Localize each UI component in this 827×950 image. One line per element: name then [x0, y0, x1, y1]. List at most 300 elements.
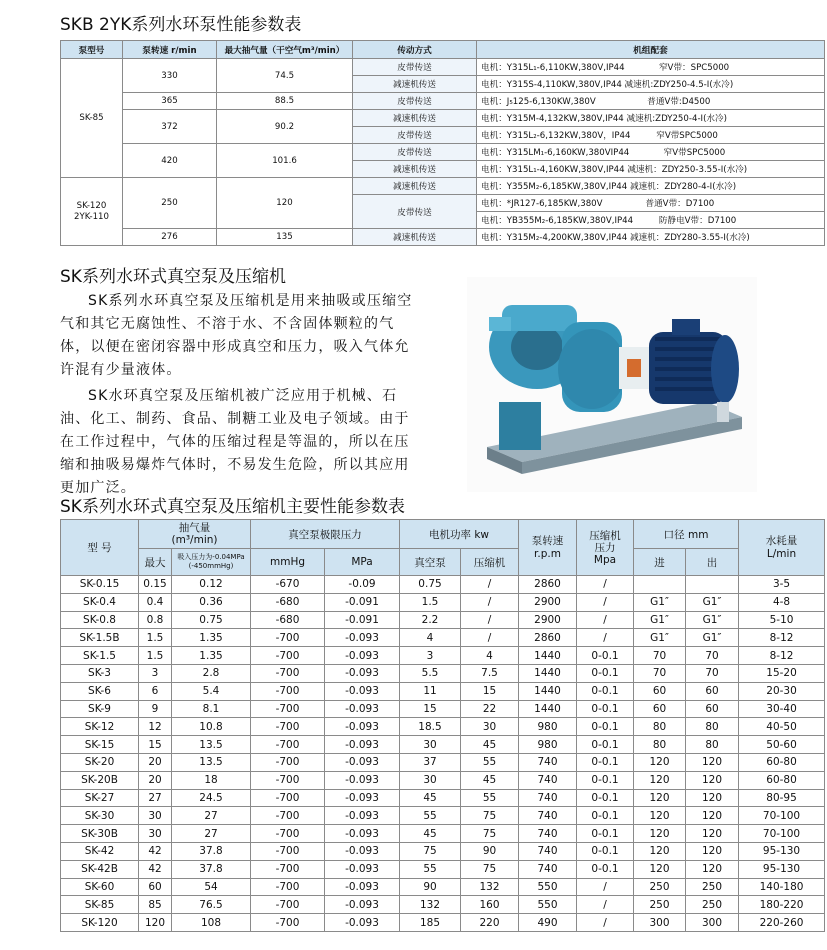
config-cell: 电机：*JR127-6,185KW,380V 普通V带：D7100	[477, 195, 825, 212]
model-cell: SK-20	[61, 753, 139, 771]
speed-cell: 1440	[519, 647, 577, 665]
flow-at-pressure-cell: 10.8	[172, 718, 251, 736]
power-vacuum-cell: 4	[400, 629, 461, 647]
compressor-pressure-cell: /	[577, 629, 634, 647]
limit-mmhg-cell: -670	[251, 576, 325, 594]
limit-mmhg-cell: -700	[251, 700, 325, 718]
drive-cell: 皮带传送	[353, 93, 477, 110]
table-row	[61, 896, 825, 914]
flow-at-pressure-cell: 1.35	[172, 629, 251, 647]
flow-max-cell: 42	[139, 842, 172, 860]
table-row	[61, 914, 825, 932]
port-out-cell: 120	[686, 753, 739, 771]
limit-mmhg-cell: -700	[251, 914, 325, 932]
config-cell: 电机：Y355M₂-6,185KW,380V,IP44 减速机：ZDY280-4-Ⅰ(水冷)	[477, 178, 825, 195]
power-compressor-cell: 22	[461, 700, 519, 718]
model-cell: SK-1.5B	[61, 629, 139, 647]
limit-mpa-cell: -0.093	[325, 682, 400, 700]
header-power-vacuum: 真空泵	[400, 549, 461, 576]
compressor-pressure-cell: /	[577, 593, 634, 611]
power-compressor-cell: 45	[461, 771, 519, 789]
limit-mmhg-cell: -700	[251, 825, 325, 843]
power-vacuum-cell: 45	[400, 825, 461, 843]
flow-max-cell: 30	[139, 807, 172, 825]
intro-text	[60, 290, 420, 500]
port-out-cell: 120	[686, 860, 739, 878]
header-model: 型 号	[61, 520, 139, 576]
limit-mmhg-cell: -700	[251, 860, 325, 878]
flow-max-cell: 0.4	[139, 593, 172, 611]
water-cell: 8-12	[739, 647, 825, 665]
flow-at-pressure-cell: 27	[172, 807, 251, 825]
port-out-cell: 120	[686, 825, 739, 843]
power-vacuum-cell: 30	[400, 771, 461, 789]
compressor-pressure-cell: /	[577, 896, 634, 914]
power-vacuum-cell: 90	[400, 878, 461, 896]
port-out-cell: 60	[686, 682, 739, 700]
compressor-pressure-cell: 0-0.1	[577, 860, 634, 878]
drive-cell: 减速机传送	[353, 110, 477, 127]
limit-mpa-cell: -0.093	[325, 878, 400, 896]
limit-mpa-cell: -0.093	[325, 647, 400, 665]
port-in-cell: 120	[634, 807, 686, 825]
port-out-cell: G1″	[686, 611, 739, 629]
port-in-cell: 250	[634, 896, 686, 914]
port-in-cell: 80	[634, 718, 686, 736]
port-in-cell: 120	[634, 825, 686, 843]
compressor-pressure-cell: 0-0.1	[577, 753, 634, 771]
table-row	[61, 807, 825, 825]
config-cell: 电机：Y315M₂-4,200KW,380V,IP44 减速机：ZDY280-3.55-Ⅰ(水冷)	[477, 229, 825, 246]
flow-at-pressure-cell: 0.36	[172, 593, 251, 611]
flow-cell: 90.2	[217, 110, 353, 144]
power-vacuum-cell: 15	[400, 700, 461, 718]
pump-config-table	[60, 40, 825, 246]
flow-max-cell: 27	[139, 789, 172, 807]
power-vacuum-cell: 45	[400, 789, 461, 807]
speed-cell: 1440	[519, 682, 577, 700]
table2-title: SK系列水环式真空泵及压缩机主要性能参数表	[60, 497, 405, 517]
flow-at-pressure-cell: 0.75	[172, 611, 251, 629]
drive-cell: 皮带传送	[353, 59, 477, 76]
limit-mpa-cell: -0.093	[325, 771, 400, 789]
flow-cell: 74.5	[217, 59, 353, 93]
flow-at-pressure-cell: 0.12	[172, 576, 251, 594]
table-row	[61, 825, 825, 843]
model-cell: SK-20B	[61, 771, 139, 789]
model-cell: SK-42B	[61, 860, 139, 878]
port-in-cell: 80	[634, 736, 686, 754]
limit-mpa-cell: -0.09	[325, 576, 400, 594]
compressor-pressure-cell: 0-0.1	[577, 771, 634, 789]
header-cell: 传动方式	[353, 41, 477, 59]
config-cell: 电机：Y315M-4,132KW,380V,IP44 减速机:ZDY250-4-Ⅰ(水冷)	[477, 110, 825, 127]
flow-at-pressure-cell: 5.4	[172, 682, 251, 700]
speed-cell: 365	[123, 93, 217, 110]
port-out-cell: 300	[686, 914, 739, 932]
header-power-compressor: 压缩机	[461, 549, 519, 576]
limit-mmhg-cell: -700	[251, 842, 325, 860]
header-port-out: 出	[686, 549, 739, 576]
header-mpa: MPa	[325, 549, 400, 576]
port-in-cell: 120	[634, 771, 686, 789]
power-vacuum-cell: 5.5	[400, 664, 461, 682]
config-cell: 电机：YB355M₂-6,185KW,380V,IP44 防静电V带：D7100	[477, 212, 825, 229]
header-cell: 泵转速 r/min	[123, 41, 217, 59]
speed-cell: 1440	[519, 700, 577, 718]
speed-cell: 740	[519, 789, 577, 807]
speed-cell: 2860	[519, 576, 577, 594]
limit-mpa-cell: -0.093	[325, 700, 400, 718]
limit-mpa-cell: -0.093	[325, 914, 400, 932]
model-cell: SK-0.8	[61, 611, 139, 629]
model-cell: SK-27	[61, 789, 139, 807]
model-cell: SK-60	[61, 878, 139, 896]
speed-cell: 276	[123, 229, 217, 246]
port-out-cell: 60	[686, 700, 739, 718]
table-row	[61, 753, 825, 771]
power-vacuum-cell: 18.5	[400, 718, 461, 736]
port-in-cell: 60	[634, 682, 686, 700]
flow-at-pressure-cell: 18	[172, 771, 251, 789]
compressor-pressure-cell: /	[577, 878, 634, 896]
power-compressor-cell: 90	[461, 842, 519, 860]
speed-cell: 372	[123, 110, 217, 144]
port-in-cell: G1″	[634, 593, 686, 611]
port-in-cell	[634, 576, 686, 594]
flow-at-pressure-cell: 108	[172, 914, 251, 932]
model-cell: SK-1.5	[61, 647, 139, 665]
flow-at-pressure-cell: 37.8	[172, 860, 251, 878]
header-cell: 机组配套	[477, 41, 825, 59]
speed-cell: 420	[123, 144, 217, 178]
compressor-pressure-cell: 0-0.1	[577, 825, 634, 843]
flow-cell: 135	[217, 229, 353, 246]
power-compressor-cell: 15	[461, 682, 519, 700]
compressor-pressure-cell: 0-0.1	[577, 789, 634, 807]
water-cell: 80-95	[739, 789, 825, 807]
model-cell: SK-42	[61, 842, 139, 860]
power-vacuum-cell: 132	[400, 896, 461, 914]
limit-mmhg-cell: -700	[251, 896, 325, 914]
table-row	[61, 860, 825, 878]
water-cell: 220-260	[739, 914, 825, 932]
compressor-pressure-cell: 0-0.1	[577, 807, 634, 825]
port-out-cell: 120	[686, 807, 739, 825]
flow-max-cell: 6	[139, 682, 172, 700]
water-cell: 60-80	[739, 771, 825, 789]
power-compressor-cell: 220	[461, 914, 519, 932]
water-cell: 95-130	[739, 860, 825, 878]
power-compressor-cell: /	[461, 576, 519, 594]
water-cell: 70-100	[739, 807, 825, 825]
flow-max-cell: 20	[139, 753, 172, 771]
performance-table-body	[61, 576, 825, 932]
power-compressor-cell: 75	[461, 807, 519, 825]
water-cell: 3-5	[739, 576, 825, 594]
model-cell: SK-15	[61, 736, 139, 754]
limit-mpa-cell: -0.093	[325, 753, 400, 771]
water-cell: 20-30	[739, 682, 825, 700]
compressor-pressure-cell: 0-0.1	[577, 682, 634, 700]
port-in-cell: G1″	[634, 611, 686, 629]
flow-at-pressure-cell: 8.1	[172, 700, 251, 718]
flow-cell: 101.6	[217, 144, 353, 178]
model-cell: SK-0.4	[61, 593, 139, 611]
table-row	[61, 789, 825, 807]
power-vacuum-cell: 0.75	[400, 576, 461, 594]
compressor-pressure-cell: /	[577, 914, 634, 932]
compressor-pressure-cell: 0-0.1	[577, 736, 634, 754]
header-port-diameter: 口径 mm	[634, 520, 739, 549]
limit-mpa-cell: -0.093	[325, 842, 400, 860]
model-cell: SK-30	[61, 807, 139, 825]
port-in-cell: 250	[634, 878, 686, 896]
header-flow-max: 最大	[139, 549, 172, 576]
water-cell: 4-8	[739, 593, 825, 611]
port-out-cell: 120	[686, 789, 739, 807]
power-compressor-cell: 55	[461, 789, 519, 807]
port-out-cell: 120	[686, 771, 739, 789]
compressor-pressure-cell: 0-0.1	[577, 700, 634, 718]
port-out-cell: 80	[686, 736, 739, 754]
table-row	[61, 878, 825, 896]
port-out-cell: 80	[686, 718, 739, 736]
config-cell: 电机：Y315L₁-4,160KW,380V,IP44 减速机：ZDY250-3.55-Ⅰ(水冷)	[477, 161, 825, 178]
port-out-cell: 250	[686, 896, 739, 914]
compressor-pressure-cell: 0-0.1	[577, 664, 634, 682]
table-row	[61, 611, 825, 629]
flow-at-pressure-cell: 76.5	[172, 896, 251, 914]
power-compressor-cell: /	[461, 593, 519, 611]
table-row	[61, 736, 825, 754]
drive-cell: 皮带传送	[353, 144, 477, 161]
pump-illustration	[467, 277, 757, 492]
speed-cell: 740	[519, 807, 577, 825]
flow-max-cell: 20	[139, 771, 172, 789]
compressor-pressure-cell: /	[577, 611, 634, 629]
compressor-pressure-cell: /	[577, 576, 634, 594]
drive-cell: 减速机传送	[353, 161, 477, 178]
speed-cell: 740	[519, 753, 577, 771]
limit-mmhg-cell: -700	[251, 682, 325, 700]
drive-cell: 皮带传送	[353, 195, 477, 229]
compressor-pressure-cell: 0-0.1	[577, 647, 634, 665]
limit-mpa-cell: -0.093	[325, 860, 400, 878]
limit-mpa-cell: -0.093	[325, 718, 400, 736]
header-mmhg: mmHg	[251, 549, 325, 576]
power-compressor-cell: 4	[461, 647, 519, 665]
power-compressor-cell: 75	[461, 825, 519, 843]
drive-cell: 皮带传送	[353, 127, 477, 144]
flow-at-pressure-cell: 13.5	[172, 736, 251, 754]
limit-mpa-cell: -0.091	[325, 593, 400, 611]
flow-max-cell: 0.15	[139, 576, 172, 594]
model-cell: SK-9	[61, 700, 139, 718]
water-cell: 95-130	[739, 842, 825, 860]
limit-mmhg-cell: -700	[251, 736, 325, 754]
power-vacuum-cell: 2.2	[400, 611, 461, 629]
speed-cell: 2860	[519, 629, 577, 647]
config-cell: 电机：Y315S-4,110KW,380V,IP44 减速机:ZDY250-4.5-Ⅰ(水冷)	[477, 76, 825, 93]
power-vacuum-cell: 185	[400, 914, 461, 932]
header-motor-power: 电机功率 kw	[400, 520, 519, 549]
limit-mpa-cell: -0.093	[325, 896, 400, 914]
port-in-cell: 120	[634, 860, 686, 878]
power-compressor-cell: 30	[461, 718, 519, 736]
table-row	[61, 593, 825, 611]
model-cell: SK-120	[61, 914, 139, 932]
limit-mpa-cell: -0.091	[325, 611, 400, 629]
limit-mmhg-cell: -680	[251, 593, 325, 611]
power-compressor-cell: 55	[461, 753, 519, 771]
flow-at-pressure-cell: 54	[172, 878, 251, 896]
header-vacuum-limit: 真空泵极限压力	[251, 520, 400, 549]
speed-cell: 740	[519, 842, 577, 860]
table-row	[61, 664, 825, 682]
flow-at-pressure-cell: 13.5	[172, 753, 251, 771]
speed-cell: 1440	[519, 664, 577, 682]
table-row	[61, 576, 825, 594]
drive-cell: 减速机传送	[353, 178, 477, 195]
compressor-pressure-cell: 0-0.1	[577, 842, 634, 860]
limit-mmhg-cell: -700	[251, 878, 325, 896]
port-out-cell: G1″	[686, 593, 739, 611]
limit-mmhg-cell: -700	[251, 807, 325, 825]
model-cell: SK-0.15	[61, 576, 139, 594]
water-cell: 30-40	[739, 700, 825, 718]
model-cell: SK-12	[61, 718, 139, 736]
limit-mmhg-cell: -700	[251, 789, 325, 807]
port-in-cell: 70	[634, 647, 686, 665]
port-in-cell: 300	[634, 914, 686, 932]
power-compressor-cell: 160	[461, 896, 519, 914]
water-cell: 15-20	[739, 664, 825, 682]
header-flow-note: 吸入压力为-0.04MPa (-450mmHg)	[172, 549, 251, 576]
flow-max-cell: 3	[139, 664, 172, 682]
drive-cell: 减速机传送	[353, 76, 477, 93]
flow-max-cell: 0.8	[139, 611, 172, 629]
flow-max-cell: 85	[139, 896, 172, 914]
power-compressor-cell: 7.5	[461, 664, 519, 682]
speed-cell: 740	[519, 860, 577, 878]
power-vacuum-cell: 75	[400, 842, 461, 860]
water-cell: 140-180	[739, 878, 825, 896]
config-cell: 电机：J₅125-6,130KW,380V 普通V带:D4500	[477, 93, 825, 110]
port-in-cell: 70	[634, 664, 686, 682]
water-cell: 70-100	[739, 825, 825, 843]
table-row	[61, 700, 825, 718]
compressor-pressure-cell: 0-0.1	[577, 718, 634, 736]
power-vacuum-cell: 30	[400, 736, 461, 754]
intro-paragraph-1: SK系列水环真空泵及压缩机是用来抽吸或压缩空气和其它无腐蚀性、不溶于水、不含固体颗粒的气体，以便在密闭容器中形成真空和压力，吸入气体允许混有少量液体。	[60, 293, 413, 378]
limit-mmhg-cell: -700	[251, 664, 325, 682]
port-out-cell	[686, 576, 739, 594]
limit-mpa-cell: -0.093	[325, 736, 400, 754]
power-compressor-cell: 75	[461, 860, 519, 878]
power-compressor-cell: 132	[461, 878, 519, 896]
limit-mmhg-cell: -680	[251, 611, 325, 629]
flow-max-cell: 60	[139, 878, 172, 896]
power-vacuum-cell: 37	[400, 753, 461, 771]
limit-mpa-cell: -0.093	[325, 825, 400, 843]
power-compressor-cell: /	[461, 629, 519, 647]
header-compressor-pressure: 压缩机 压力 Mpa	[577, 520, 634, 576]
header-flow: 抽气量 (m³/min)	[139, 520, 251, 549]
flow-max-cell: 30	[139, 825, 172, 843]
port-out-cell: G1″	[686, 629, 739, 647]
limit-mmhg-cell: -700	[251, 771, 325, 789]
limit-mmhg-cell: -700	[251, 718, 325, 736]
table-row	[61, 842, 825, 860]
speed-cell: 550	[519, 896, 577, 914]
flow-max-cell: 120	[139, 914, 172, 932]
limit-mmhg-cell: -700	[251, 629, 325, 647]
speed-cell: 740	[519, 771, 577, 789]
limit-mpa-cell: -0.093	[325, 789, 400, 807]
table-row	[61, 682, 825, 700]
power-vacuum-cell: 3	[400, 647, 461, 665]
speed-cell: 980	[519, 736, 577, 754]
port-out-cell: 120	[686, 842, 739, 860]
water-cell: 50-60	[739, 736, 825, 754]
flow-at-pressure-cell: 37.8	[172, 842, 251, 860]
config-cell: 电机：Y315L₂-6,132KW,380V，IP44 窄V带SPC5000	[477, 127, 825, 144]
speed-cell: 550	[519, 878, 577, 896]
flow-at-pressure-cell: 24.5	[172, 789, 251, 807]
speed-cell: 980	[519, 718, 577, 736]
model-cell: SK-6	[61, 682, 139, 700]
limit-mmhg-cell: -700	[251, 753, 325, 771]
port-out-cell: 250	[686, 878, 739, 896]
port-in-cell: 120	[634, 753, 686, 771]
table1-title: SKB 2YK系列水环泵性能参数表	[60, 15, 302, 35]
limit-mpa-cell: -0.093	[325, 629, 400, 647]
water-cell: 8-12	[739, 629, 825, 647]
power-vacuum-cell: 11	[400, 682, 461, 700]
section-title: SK系列水环式真空泵及压缩机	[60, 267, 286, 287]
model-cell: SK-85	[61, 59, 123, 178]
speed-cell: 330	[123, 59, 217, 93]
pump-photo	[467, 277, 757, 492]
speed-cell: 250	[123, 178, 217, 229]
limit-mpa-cell: -0.093	[325, 807, 400, 825]
flow-cell: 120	[217, 178, 353, 229]
port-in-cell: 60	[634, 700, 686, 718]
flow-max-cell: 9	[139, 700, 172, 718]
speed-cell: 2900	[519, 611, 577, 629]
power-vacuum-cell: 55	[400, 807, 461, 825]
flow-max-cell: 42	[139, 860, 172, 878]
power-compressor-cell: 45	[461, 736, 519, 754]
performance-table	[60, 519, 825, 932]
table-row	[61, 771, 825, 789]
speed-cell: 490	[519, 914, 577, 932]
table-row	[61, 718, 825, 736]
speed-cell: 740	[519, 825, 577, 843]
model-cell: SK-3	[61, 664, 139, 682]
config-cell: 电机：Y315LM₁-6,160KW,380VIP44 窄V带SPC5000	[477, 144, 825, 161]
header-cell: 最大抽气量（干空气m³/min）	[217, 41, 353, 59]
flow-max-cell: 15	[139, 736, 172, 754]
header-speed: 泵转速 r.p.m	[519, 520, 577, 576]
power-vacuum-cell: 1.5	[400, 593, 461, 611]
limit-mpa-cell: -0.093	[325, 664, 400, 682]
power-vacuum-cell: 55	[400, 860, 461, 878]
flow-max-cell: 12	[139, 718, 172, 736]
drive-cell: 减速机传送	[353, 229, 477, 246]
water-cell: 40-50	[739, 718, 825, 736]
